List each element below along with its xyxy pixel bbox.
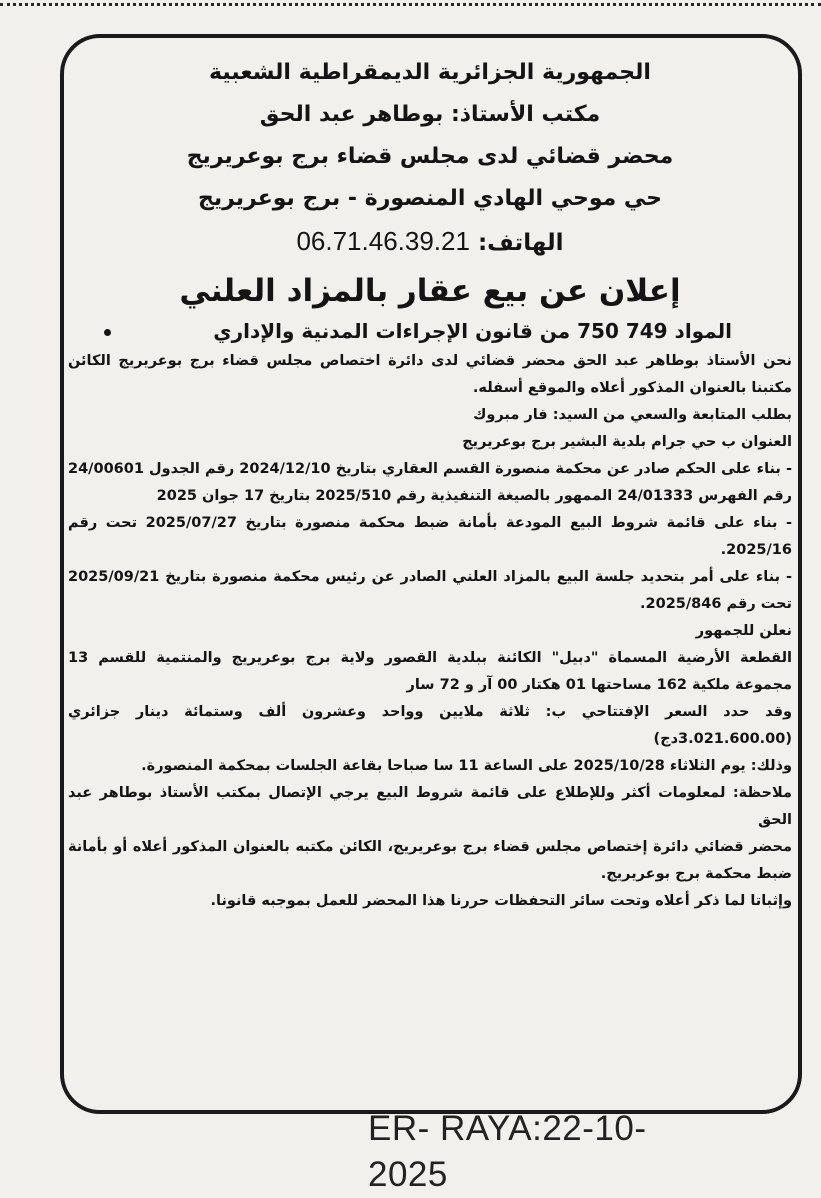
- paragraph-judgment: - بناء على الحكم صادر عن محكمة منصورة القسم العقاري بتاريخ 2024/12/10 رقم الجدول 24/00601 رقم الفهرس 24/01333 الممهور بالصيغة التنفيذية رقم 2025/510 بتاريخ 17 جوان 2025: [68, 461, 792, 504]
- paragraph-requester-address: العنوان ب حي جرام بلدية البشير برج بوعريريج: [462, 434, 792, 450]
- articles-line: [68, 314, 792, 348]
- paragraph-date: وذلك: يوم الثلاثاء 2025/10/28 على الساعة 11 سا صباحا بقاعة الجلسات بمحكمة المنصورة.: [141, 758, 792, 774]
- notice-title: إعلان عن بيع عقار بالمزاد العلني: [179, 273, 681, 309]
- paragraph-closing: وإثباتا لما ذكر أعلاه وتحت سائر التحفظات حررنا هذا المحضر للعمل بموجبه قانونا.: [210, 893, 792, 909]
- office-heading: مكتب الأستاذ: بوطاهر عبد الحق: [259, 102, 601, 127]
- role-heading: محضر قضائي لدى مجلس قضاء برج بوعريريج: [186, 144, 674, 169]
- phone-line: [68, 220, 792, 264]
- bullet-icon: [104, 329, 111, 336]
- notice-content: [68, 52, 792, 915]
- top-dotted-border: [0, 3, 821, 6]
- paragraph-requester: بطلب المتابعة والسعي من السيد: فار مبروك: [473, 407, 792, 423]
- phone-label: الهاتف:: [477, 230, 564, 256]
- articles-text: المواد 749 750 من قانون الإجراءات المدنية والإداري: [213, 319, 732, 343]
- publication-footer: ER- RAYA:22-10-2025: [368, 1109, 647, 1194]
- paragraph-announce: نعلن للجمهور: [695, 623, 792, 639]
- paragraph-note: ملاحظة: لمعلومات أكثر وللإطلاع على قائمة شروط البيع يرجي الإتصال بمكتب الأستاذ بوطاهر عبد الحق: [68, 785, 792, 828]
- address-heading: حي موحي الهادي المنصورة - برج بوعريريج: [197, 186, 663, 211]
- paragraph-property: القطعة الأرضية المسماة "دبيل" الكائنة ببلدية القصور ولاية برج بوعريريج والمنتمية للقسم 13 مجموعة ملكية 162 مساحتها 01 هكتار 00 آر و 72 سار: [68, 650, 792, 693]
- paragraph-order: - بناء على أمر بتحديد جلسة البيع بالمزاد العلني الصادر عن رئيس محكمة منصورة بتاريخ 2025/09/21 تحت رقم 2025/846.: [68, 569, 792, 612]
- phone-number: 06.71.46.39.21: [296, 226, 470, 256]
- paragraph-conditions: - بناء على قائمة شروط البيع المودعة بأمانة ضبط محكمة منصورة بتاريخ 2025/07/27 تحت رقم 2025/16.: [68, 515, 792, 558]
- republic-heading: الجمهورية الجزائرية الديمقراطية الشعبية: [209, 60, 651, 85]
- paragraph-bailiff: محضر قضائي دائرة إختصاص مجلس قضاء برج بوعريريج، الكائن مكتبه بالعنوان المذكور أعلاه أو بأمانة ضبط محكمة برج بوعريريج.: [68, 839, 792, 882]
- paragraph-intro: نحن الأستاذ بوطاهر عبد الحق محضر قضائي لدى دائرة اختصاص مجلس قضاء برج بوعريريج الكائن مكتبنا بالعنوان المذكور أعلاه والموقع أسفله.: [68, 353, 792, 396]
- paragraph-price: وقد حدد السعر الإفتتاحي ب: ثلاثة ملايين وواحد وعشرون ألف وستمائة دينار جزائري (3.021.600.00دج): [68, 704, 792, 747]
